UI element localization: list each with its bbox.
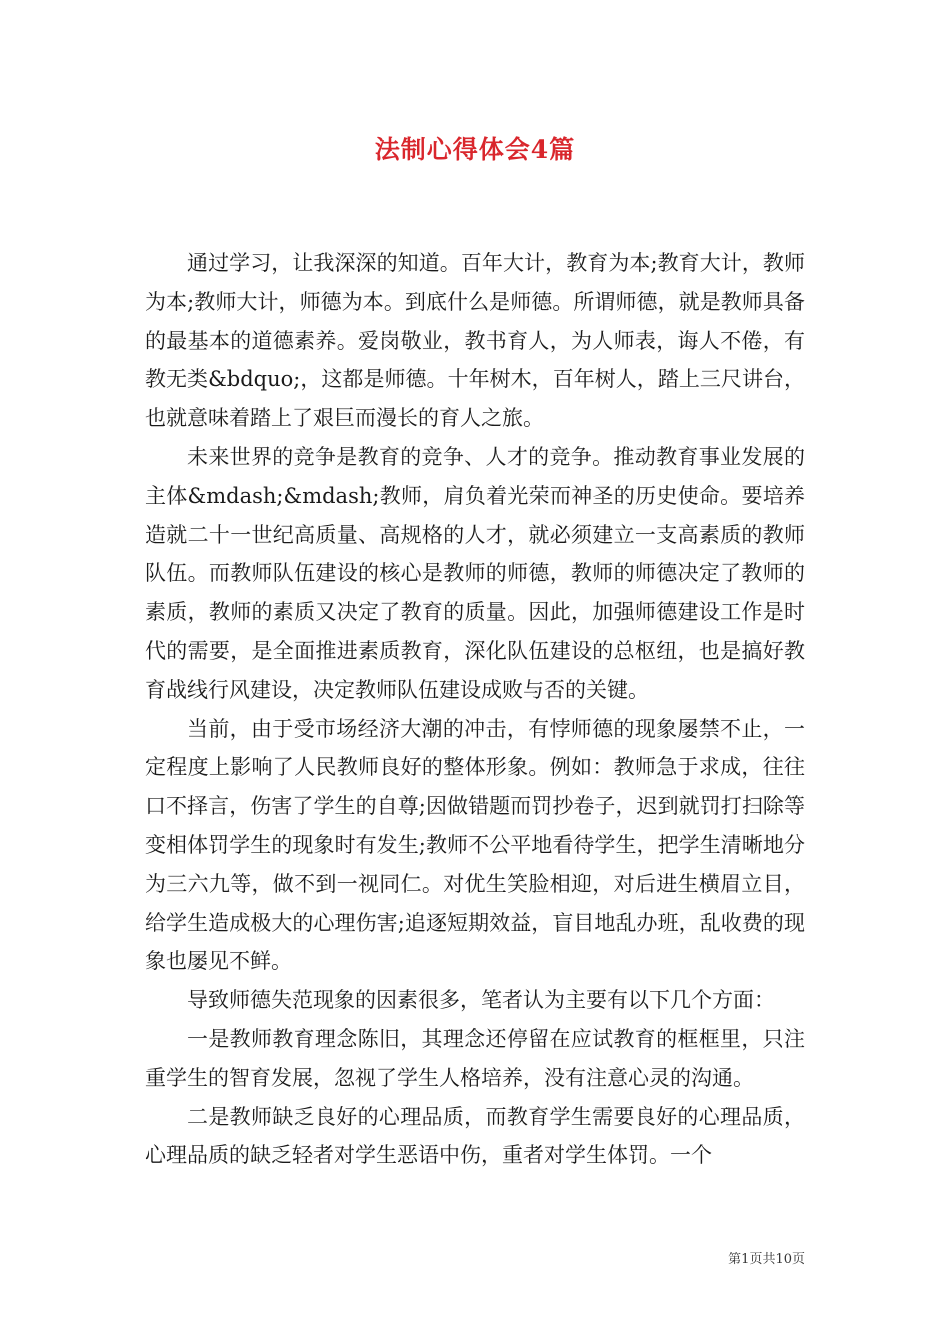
page-number: 第1页共10页 <box>728 1252 805 1267</box>
paragraph: 未来世界的竞争是教育的竞争、人才的竞争。推动教育事业发展的主体&mdash;&mdash;教师，肩负着光荣而神圣的历史使命。要培养造就二十一世纪高质量、高规格的人才，就必须建立一支高素质的教师队伍。而教师队伍建设的核心是教师的师德，教师的师德决定了教师的素质，教师的素质又决定了教育的质量。因此，加强师德建设工作是时代的需要，是全面推进素质教育，深化队伍建设的总枢纽，也是搞好教育战线行风建设，决定教师队伍建设成败与否的关键。 <box>145 444 805 702</box>
paragraph: 当前，由于受市场经济大潮的冲击，有悖师德的现象屡禁不止，一定程度上影响了人民教师良好的整体形象。例如：教师急于求成，往往口不择言，伤害了学生的自尊;因做错题而罚抄卷子，迟到就罚打扫除等变相体罚学生的现象时有发生;教师不公平地看待学生，把学生清晰地分为三六九等，做不到一视同仁。对优生笑脸相迎，对后进生横眉立目，给学生造成极大的心理伤害;追逐短期效益，盲目地乱办班，乱收费的现象也屡见不鲜。 <box>145 716 805 974</box>
paragraph: 通过学习，让我深深的知道。百年大计，教育为本;教育大计，教师为本;教师大计，师德为本。到底什么是师德。所谓师德，就是教师具备的最基本的道德素养。爱岗敬业，教书育人，为人师表，诲人不倦，有教无类&bdquo;，这都是师德。十年树木，百年树人，踏上三尺讲台，也就意味着踏上了艰巨而漫长的育人之旅。 <box>145 251 805 431</box>
paragraph: 一是教师教育理念陈旧，其理念还停留在应试教育的框框里，只注重学生的智育发展，忽视了学生人格培养，没有注意心灵的沟通。 <box>145 1026 805 1090</box>
document-body <box>145 244 805 1175</box>
document-title: 法制心得体会4篇 <box>374 135 576 164</box>
paragraph: 二是教师缺乏良好的心理品质，而教育学生需要良好的心理品质，心理品质的缺乏轻者对学生恶语中伤，重者对学生体罚。一个 <box>145 1104 805 1168</box>
paragraph: 导致师德失范现象的因素很多，笔者认为主要有以下几个方面： <box>187 988 775 1013</box>
